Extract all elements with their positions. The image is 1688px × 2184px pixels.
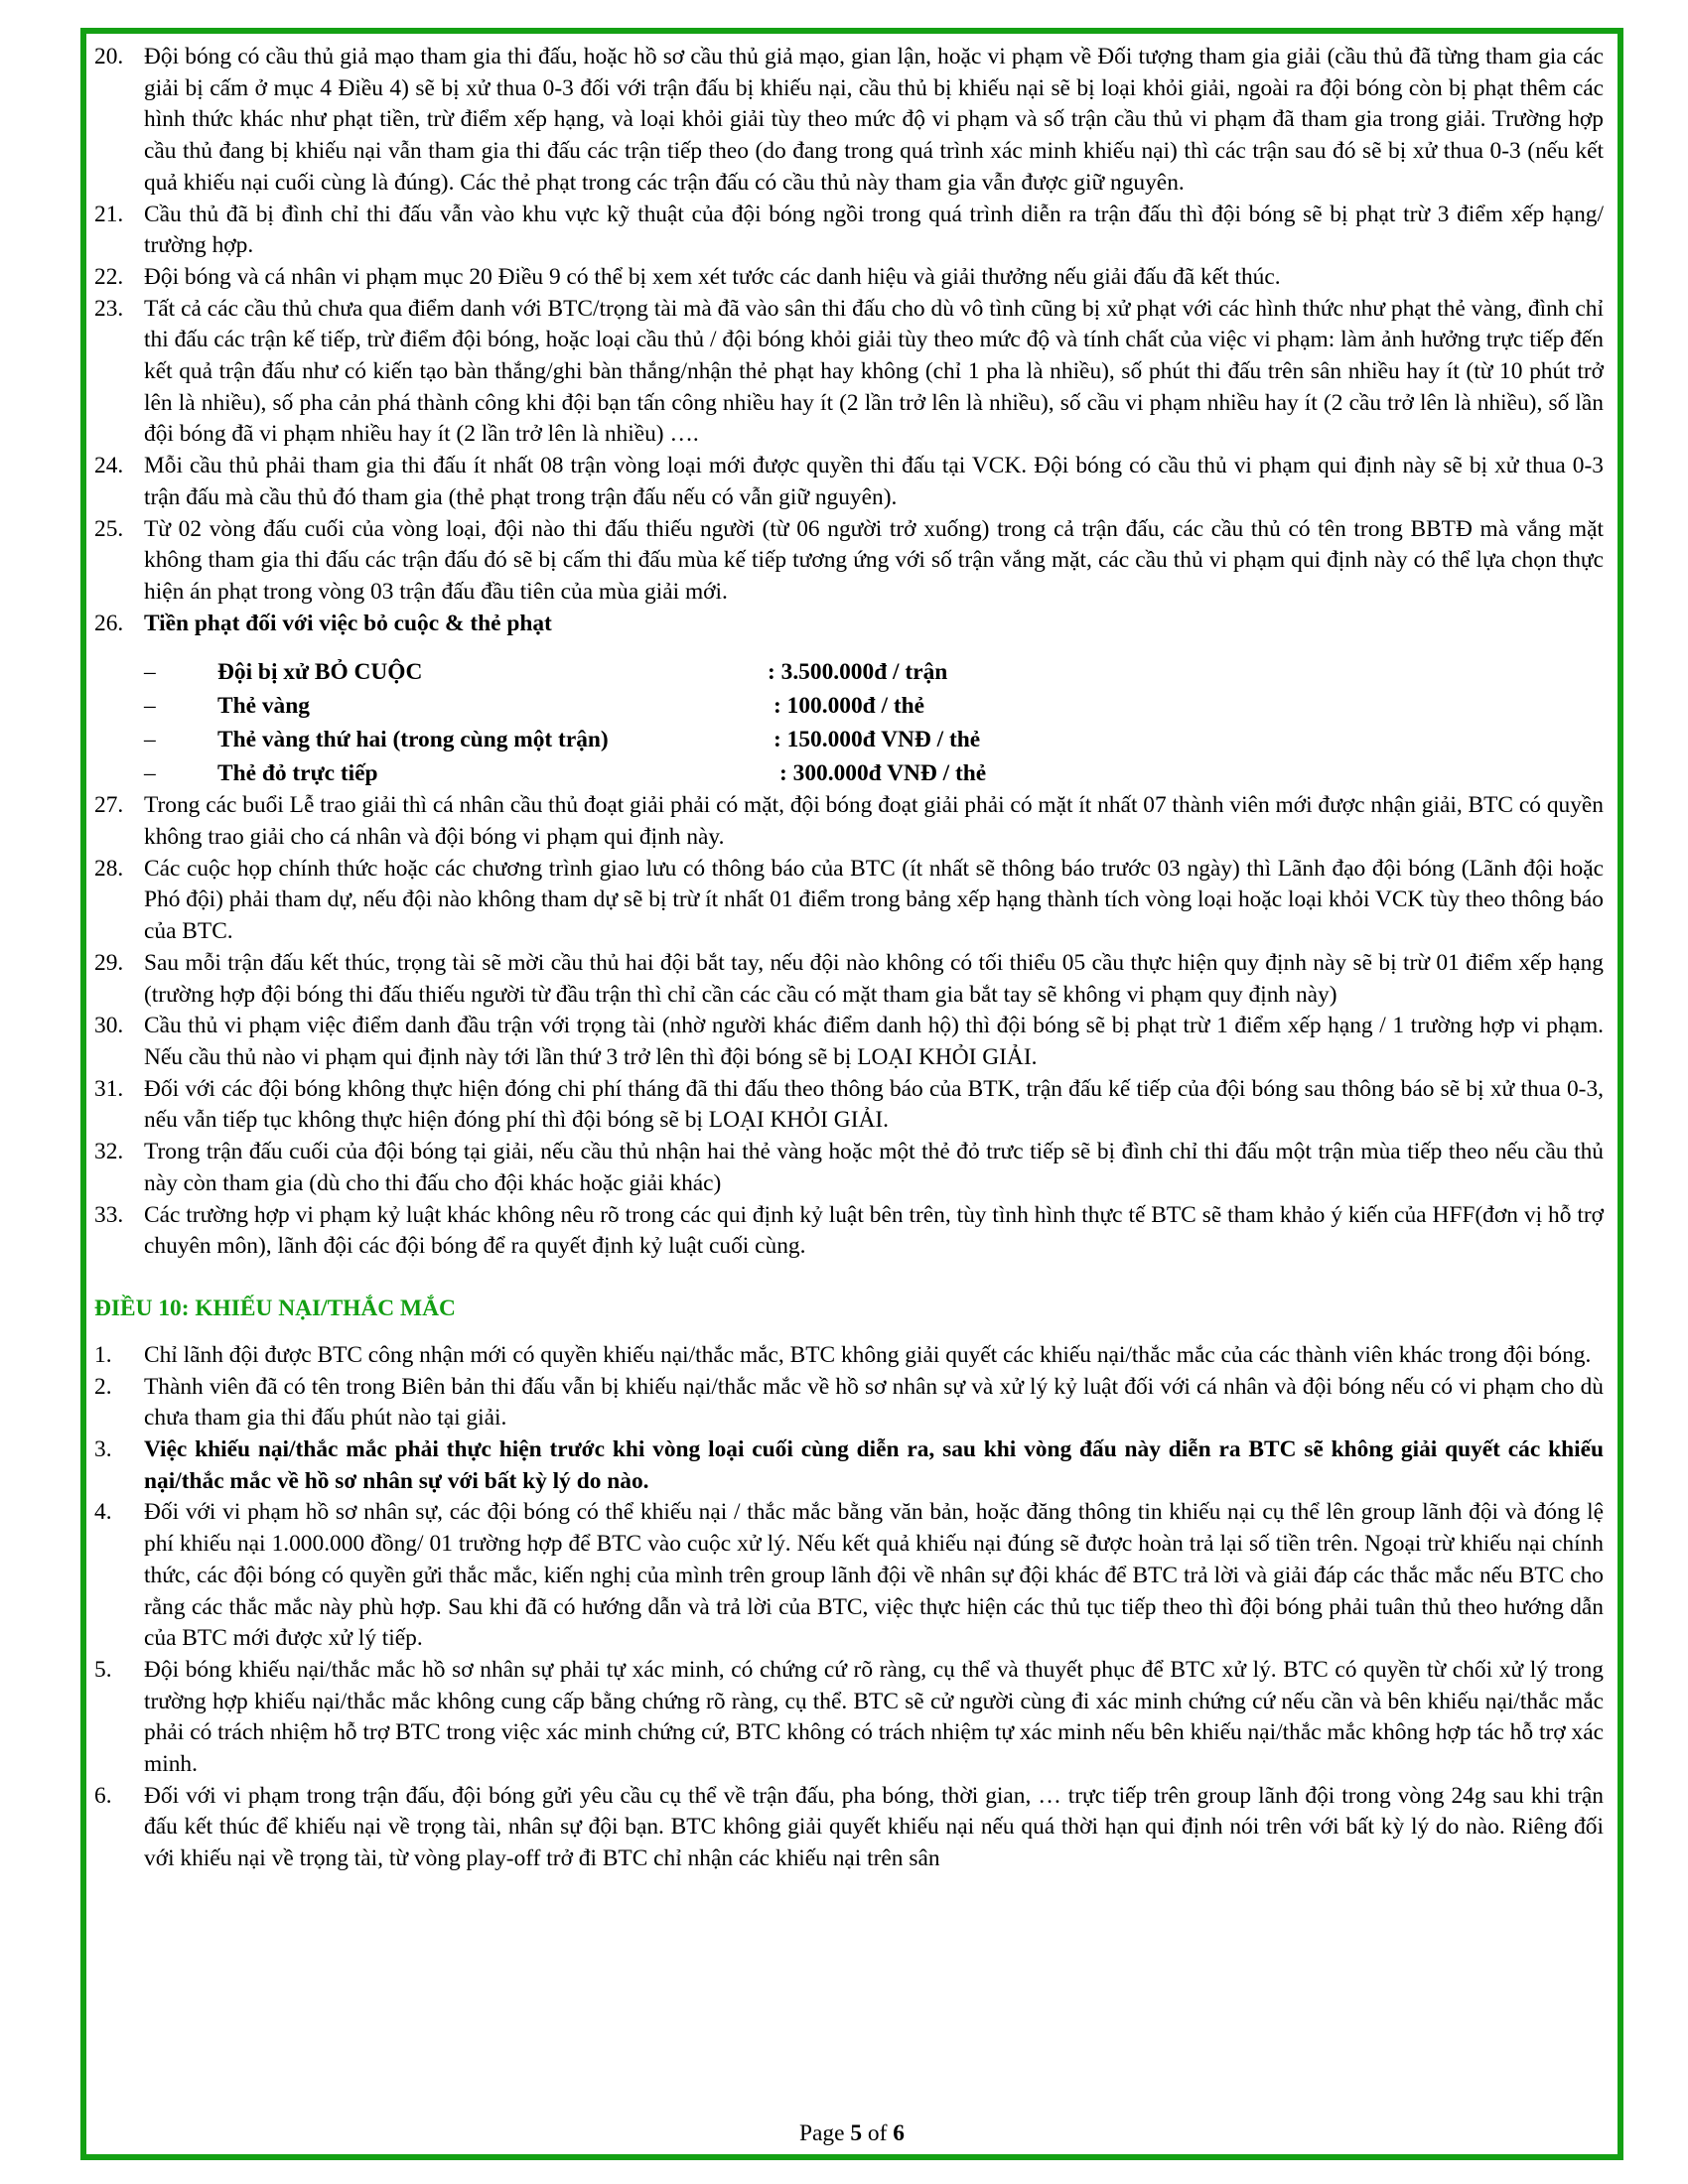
rule-text: Trong trận đấu cuối của đội bóng tại giải, nếu cầu thủ nhận hai thẻ vàng hoặc một thẻ đỏ trưc tiếp sẽ bị đình chỉ thi đấu một trận mùa tiếp theo nếu cầu thủ này còn tham gia (dù cho thi đấu cho đội khác hoặc giải khác) xyxy=(144,1139,1604,1196)
page-frame xyxy=(80,28,1623,2160)
item-text: Đối với vi phạm hồ sơ nhân sự, các đội bóng có thể khiếu nại / thắc mắc bằng văn bản, hoặc đăng thông tin khiếu nại cụ thể lên group lãnh đội và đóng lệ phí khiếu nại 1.000.000 đồng/ 01 trường hợp để BTC vào cuộc xử lý. Nếu kết quả khiếu nại đúng sẽ được hoàn trả lại số tiền trên. Ngoại trừ khiếu nại chính thức, các đội bóng có quyền gửi thắc mắc, kiến nghị của mình trên group lãnh đội về nhân sự đội khác để BTC trả lời và giải đáp các thắc mắc nếu BTC cho rằng các thắc mắc này phù hợp. Sau khi đã có hướng dẫn và trả lời của BTC, việc thực hiện các thủ tục tiếp theo thì đội bóng phải tuân thủ theo hướng dẫn của BTC mới được xử lý tiếp. xyxy=(144,1499,1604,1652)
rule-item xyxy=(94,451,1604,513)
rule-item xyxy=(94,1200,1604,1263)
fine-value: : 3.500.000đ / trận xyxy=(768,659,948,686)
rule-number: 22. xyxy=(94,263,124,290)
rule-number: 20. xyxy=(94,44,124,69)
rule-item xyxy=(94,790,1604,853)
rule-number: 23. xyxy=(94,295,124,322)
page-of-label: of xyxy=(867,2120,888,2146)
section-heading: ĐIỀU 10: KHIẾU NẠI/THẮC MẮC xyxy=(94,1295,456,1321)
dash-bullet: – xyxy=(144,760,156,787)
rule-text: Tiền phạt đối với việc bỏ cuộc & thẻ phạt xyxy=(144,610,552,636)
dash-bullet: – xyxy=(144,659,156,686)
rule-item xyxy=(94,948,1604,1011)
rule-text: Trong các buổi Lễ trao giải thì cá nhân cầu thủ đoạt giải phải có mặt, đội bóng đoạt giải phải có mặt ít nhất 07 thành viên mới được nhận giải, BTC có quyền không trao giải cho cá nhân và đội bóng vi phạm qui định này. xyxy=(144,792,1604,851)
rule-number: 30. xyxy=(94,1013,124,1039)
page-footer xyxy=(86,2118,1618,2148)
rule-text: Các cuộc họp chính thức hoặc các chương trình giao lưu có thông báo của BTC (ít nhất sẽ thông báo trước 03 ngày) thì Lãnh đạo đội bóng (Lãnh đội hoặc Phó đội) phải tham dự, nếu đội nào không tham dự sẽ bị trừ ít nhất 01 điểm trong bảng xếp hạng thành tích vòng loại hoặc loại khỏi VCK tùy theo thông báo của BTC. xyxy=(144,855,1604,945)
rule-number: 27. xyxy=(94,792,124,819)
item-number: 4. xyxy=(94,1499,112,1526)
fine-label: Thẻ vàng xyxy=(217,693,310,720)
fine-value: : 150.000đ VNĐ / thẻ xyxy=(774,727,981,753)
rule-number: 32. xyxy=(94,1139,124,1165)
item-text: Việc khiếu nại/thắc mắc phải thực hiện trước khi vòng loại cuối cùng diễn ra, sau khi vòng đấu này diễn ra BTC sẽ không giải quyết các khiếu nại/thắc mắc về hồ sơ nhân sự với bất kỳ lý do nào. xyxy=(144,1436,1604,1494)
page-content xyxy=(94,42,1604,1875)
complaints-list xyxy=(94,1340,1604,1875)
rule-item xyxy=(94,294,1604,452)
fine-label: Đội bị xử BỎ CUỘC xyxy=(217,659,423,686)
fine-row xyxy=(94,756,1604,790)
rule-item xyxy=(94,514,1604,609)
fine-value: : 100.000đ / thẻ xyxy=(774,693,925,720)
rule-text: Từ 02 vòng đấu cuối của vòng loại, đội nào thi đấu thiếu người (từ 06 người trở xuống) trong cả trận đấu, các cầu thủ có tên trong BBTĐ mà vắng mặt không tham gia thi đấu các trận đấu đó sẽ bị cấm thi đấu mùa kế tiếp tương ứng với số trận vắng mặt, các cầu thủ vi phạm qui định này có thể lựa chọn thực hiện án phạt trong vòng 03 trận đấu đầu tiên của mùa giải mới. xyxy=(144,515,1604,605)
item-number: 1. xyxy=(94,1341,112,1368)
dash-bullet: – xyxy=(144,693,156,720)
rule-text: Mỗi cầu thủ phải tham gia thi đấu ít nhất 08 trận vòng loại mới được quyền thi đấu tại VCK. Đội bóng có cầu thủ vi phạm qui định này sẽ bị xử thua 0-3 trận đấu mà cầu thủ đó tham gia (thẻ phạt trong trận đấu nếu có vẫn giữ nguyên). xyxy=(144,453,1604,510)
item-text: Chỉ lãnh đội được BTC công nhận mới có quyền khiếu nại/thắc mắc, BTC không giải quyết các khiếu nại/thắc mắc của các thành viên khác trong đội bóng. xyxy=(144,1341,1592,1368)
item-number: 2. xyxy=(94,1373,112,1400)
complaint-item xyxy=(94,1434,1604,1497)
fines-table xyxy=(94,655,1604,790)
dash-bullet: – xyxy=(144,727,156,753)
fine-row xyxy=(94,689,1604,723)
rule-item xyxy=(94,1074,1604,1137)
rule-number: 24. xyxy=(94,453,124,479)
complaint-item xyxy=(94,1781,1604,1875)
fine-row xyxy=(94,723,1604,756)
rule-text: Tất cả các cầu thủ chưa qua điểm danh với BTC/trọng tài mà đã vào sân thi đấu cho dù vô tình cũng bị xử phạt với các hình thức như phạt thẻ vàng, đình chỉ thi đấu các trận kế tiếp, trừ điểm đội bóng, hoặc loại cầu thủ / đội bóng khỏi giải tùy theo mức độ và tính chất của việc vi phạm: làm ảnh hưởng trực tiếp đến kết quả trận đấu như có kiến tạo bàn thắng/ghi bàn thắng/nhận thẻ phạt hay không (chỉ 1 pha là nhiều), số phút thi đấu trên sân nhiều hay ít (từ 10 phút trở lên là nhiều), số pha cản phá thành công khi đội bạn tấn công nhiều hay ít (2 lần trở lên là nhiều), số cầu vi phạm nhiều hay ít (2 cầu trở lên là nhiều), số lần đội bóng đã vi phạm nhiều hay ít (2 lần trở lên là nhiều) …. xyxy=(144,295,1604,448)
complaint-item xyxy=(94,1655,1604,1781)
rule-number: 25. xyxy=(94,515,124,542)
rule-text: Cầu thủ đã bị đình chỉ thi đấu vẫn vào khu vực kỹ thuật của đội bóng ngồi trong quá trình diễn ra trận đấu thì đội bóng sẽ bị phạt trừ 3 điểm xếp hạng/ trường hợp. xyxy=(144,201,1604,259)
fine-row xyxy=(94,655,1604,689)
fine-label: Thẻ đỏ trực tiếp xyxy=(217,760,378,787)
rule-number: 33. xyxy=(94,1201,124,1228)
rule-item xyxy=(94,854,1604,948)
rule-text: Đối với các đội bóng không thực hiện đóng chi phí tháng đã thi đấu theo thông báo của BTK, trận đấu kế tiếp của đội bóng sau thông báo sẽ bị xử thua 0-3, nếu vẫn tiếp tục không thực hiện đóng phí thì đội bóng sẽ bị LOẠI KHỎI GIẢI. xyxy=(144,1075,1604,1134)
item-number: 6. xyxy=(94,1782,112,1809)
complaint-item xyxy=(94,1497,1604,1655)
rule-item xyxy=(94,1137,1604,1199)
fine-value: : 300.000đ VNĐ / thẻ xyxy=(779,760,987,787)
rule-text: Cầu thủ vi phạm việc điểm danh đầu trận với trọng tài (nhờ người khác điểm danh hộ) thì đội bóng sẽ bị phạt trừ 1 điểm xếp hạng / 1 trường hợp vi phạm. Nếu cầu thủ nào vi phạm qui định này tới lần thứ 3 trở lên thì đội bóng sẽ bị LOẠI KHỎI GIẢI. xyxy=(144,1013,1604,1070)
rule-item xyxy=(94,262,1604,294)
rule-number: 31. xyxy=(94,1075,124,1102)
rule-text: Sau mỗi trận đấu kết thúc, trọng tài sẽ mời cầu thủ hai đội bắt tay, nếu đội nào không có tối thiểu 05 cầu thực hiện quy định này sẽ bị trừ 01 điểm xếp hạng (trường hợp đội bóng thi đấu thiếu người từ đầu trận thì chỉ cần các cầu có mặt tham gia bắt tay sẽ không vi phạm quy định này) xyxy=(144,949,1604,1008)
complaint-item xyxy=(94,1340,1604,1372)
page-current: 5 xyxy=(850,2120,863,2146)
rule-number: 21. xyxy=(94,201,124,227)
fine-label: Thẻ vàng thứ hai (trong cùng một trận) xyxy=(217,727,609,753)
item-text: Thành viên đã có tên trong Biên bản thi đấu vẫn bị khiếu nại/thắc mắc về hồ sơ nhân sự và xử lý kỷ luật đối với cá nhân và đội bóng nếu có vi phạm cho dù chưa tham gia thi đấu phút nào tại giải. xyxy=(144,1373,1604,1432)
rule-number: 26. xyxy=(94,610,124,636)
rule-number: 29. xyxy=(94,949,124,976)
rule-text: Đội bóng và cá nhân vi phạm mục 20 Điều 9 có thể bị xem xét tước các danh hiệu và giải thưởng nếu giải đấu đã kết thúc. xyxy=(144,263,1281,290)
item-number: 5. xyxy=(94,1656,112,1683)
rules-list-continued xyxy=(94,790,1604,1263)
rule-item-fines-title xyxy=(94,609,1604,640)
rule-item xyxy=(94,1011,1604,1073)
rule-item xyxy=(94,42,1604,200)
page-total: 6 xyxy=(893,2120,905,2146)
item-number: 3. xyxy=(94,1436,112,1463)
rule-text: Các trường hợp vi phạm kỷ luật khác không nêu rõ trong các qui định kỷ luật bên trên, tùy tình hình thực tế BTC sẽ tham khảo ý kiến của HFF(đơn vị hỗ trợ chuyên môn), lãnh đội các đội bóng để ra quyết định kỷ luật cuối cùng. xyxy=(144,1201,1604,1260)
complaint-item xyxy=(94,1372,1604,1434)
rule-number: 28. xyxy=(94,855,124,882)
page-label: Page xyxy=(799,2120,845,2146)
rules-list xyxy=(94,42,1604,639)
item-text: Đội bóng khiếu nại/thắc mắc hồ sơ nhân sự phải tự xác minh, có chứng cứ rõ ràng, cụ thể và thuyết phục để BTC xử lý. BTC có quyền từ chối xử lý trong trường hợp khiếu nại/thắc mắc không cung cấp bằng chứng rõ ràng, cụ thể. BTC sẽ cử người cùng đi xác minh chứng cứ nếu cần và bên khiếu nại/thắc mắc phải có trách nhiệm hỗ trợ BTC trong việc xác minh chứng cứ, BTC không có trách nhiệm tự xác minh nếu bên khiếu nại/thắc mắc không hợp tác hỗ trợ xác minh. xyxy=(144,1656,1604,1778)
item-text: Đối với vi phạm trong trận đấu, đội bóng gửi yêu cầu cụ thể về trận đấu, pha bóng, thời gian, … trực tiếp trên group lãnh đội trong vòng 24g sau khi trận đấu kết thúc để khiếu nại về trọng tài, nhân sự đội bạn. BTC không giải quyết khiếu nại nếu quá thời hạn qui định nói trên với bất kỳ lý do nào. Riêng đối với khiếu nại về trọng tài, từ vòng play-off trở đi BTC chỉ nhận các khiếu nại trên sân xyxy=(144,1782,1604,1872)
rule-item xyxy=(94,200,1604,262)
rule-text: Đội bóng có cầu thủ giả mạo tham gia thi đấu, hoặc hồ sơ cầu thủ giả mạo, gian lận, hoặc vi phạm về Đối tượng tham gia giải (cầu thủ đã từng tham gia các giải bị cấm ở mục 4 Điều 4) sẽ bị xử thua 0-3 đối với trận đấu bị khiếu nại, cầu thủ bị khiếu nại sẽ bị loại khỏi giải, ngoài ra đội bóng còn bị phạt thêm các hình thức khác như phạt tiền, trừ điểm xếp hạng, và loại khỏi giải tùy theo mức độ vi phạm và số trận cầu thủ vi phạm đã tham gia trong giải. Trường hợp cầu thủ đang bị khiếu nại vẫn tham gia thi đấu các trận tiếp theo (do đang trong quá trình xác minh khiếu nại) thì các trận sau đó sẽ bị xử thua 0-3 (nếu kết quả khiếu nại cuối cùng là đúng). Các thẻ phạt trong các trận đấu có cầu thủ này tham gia vẫn được giữ nguyên. xyxy=(144,44,1604,196)
